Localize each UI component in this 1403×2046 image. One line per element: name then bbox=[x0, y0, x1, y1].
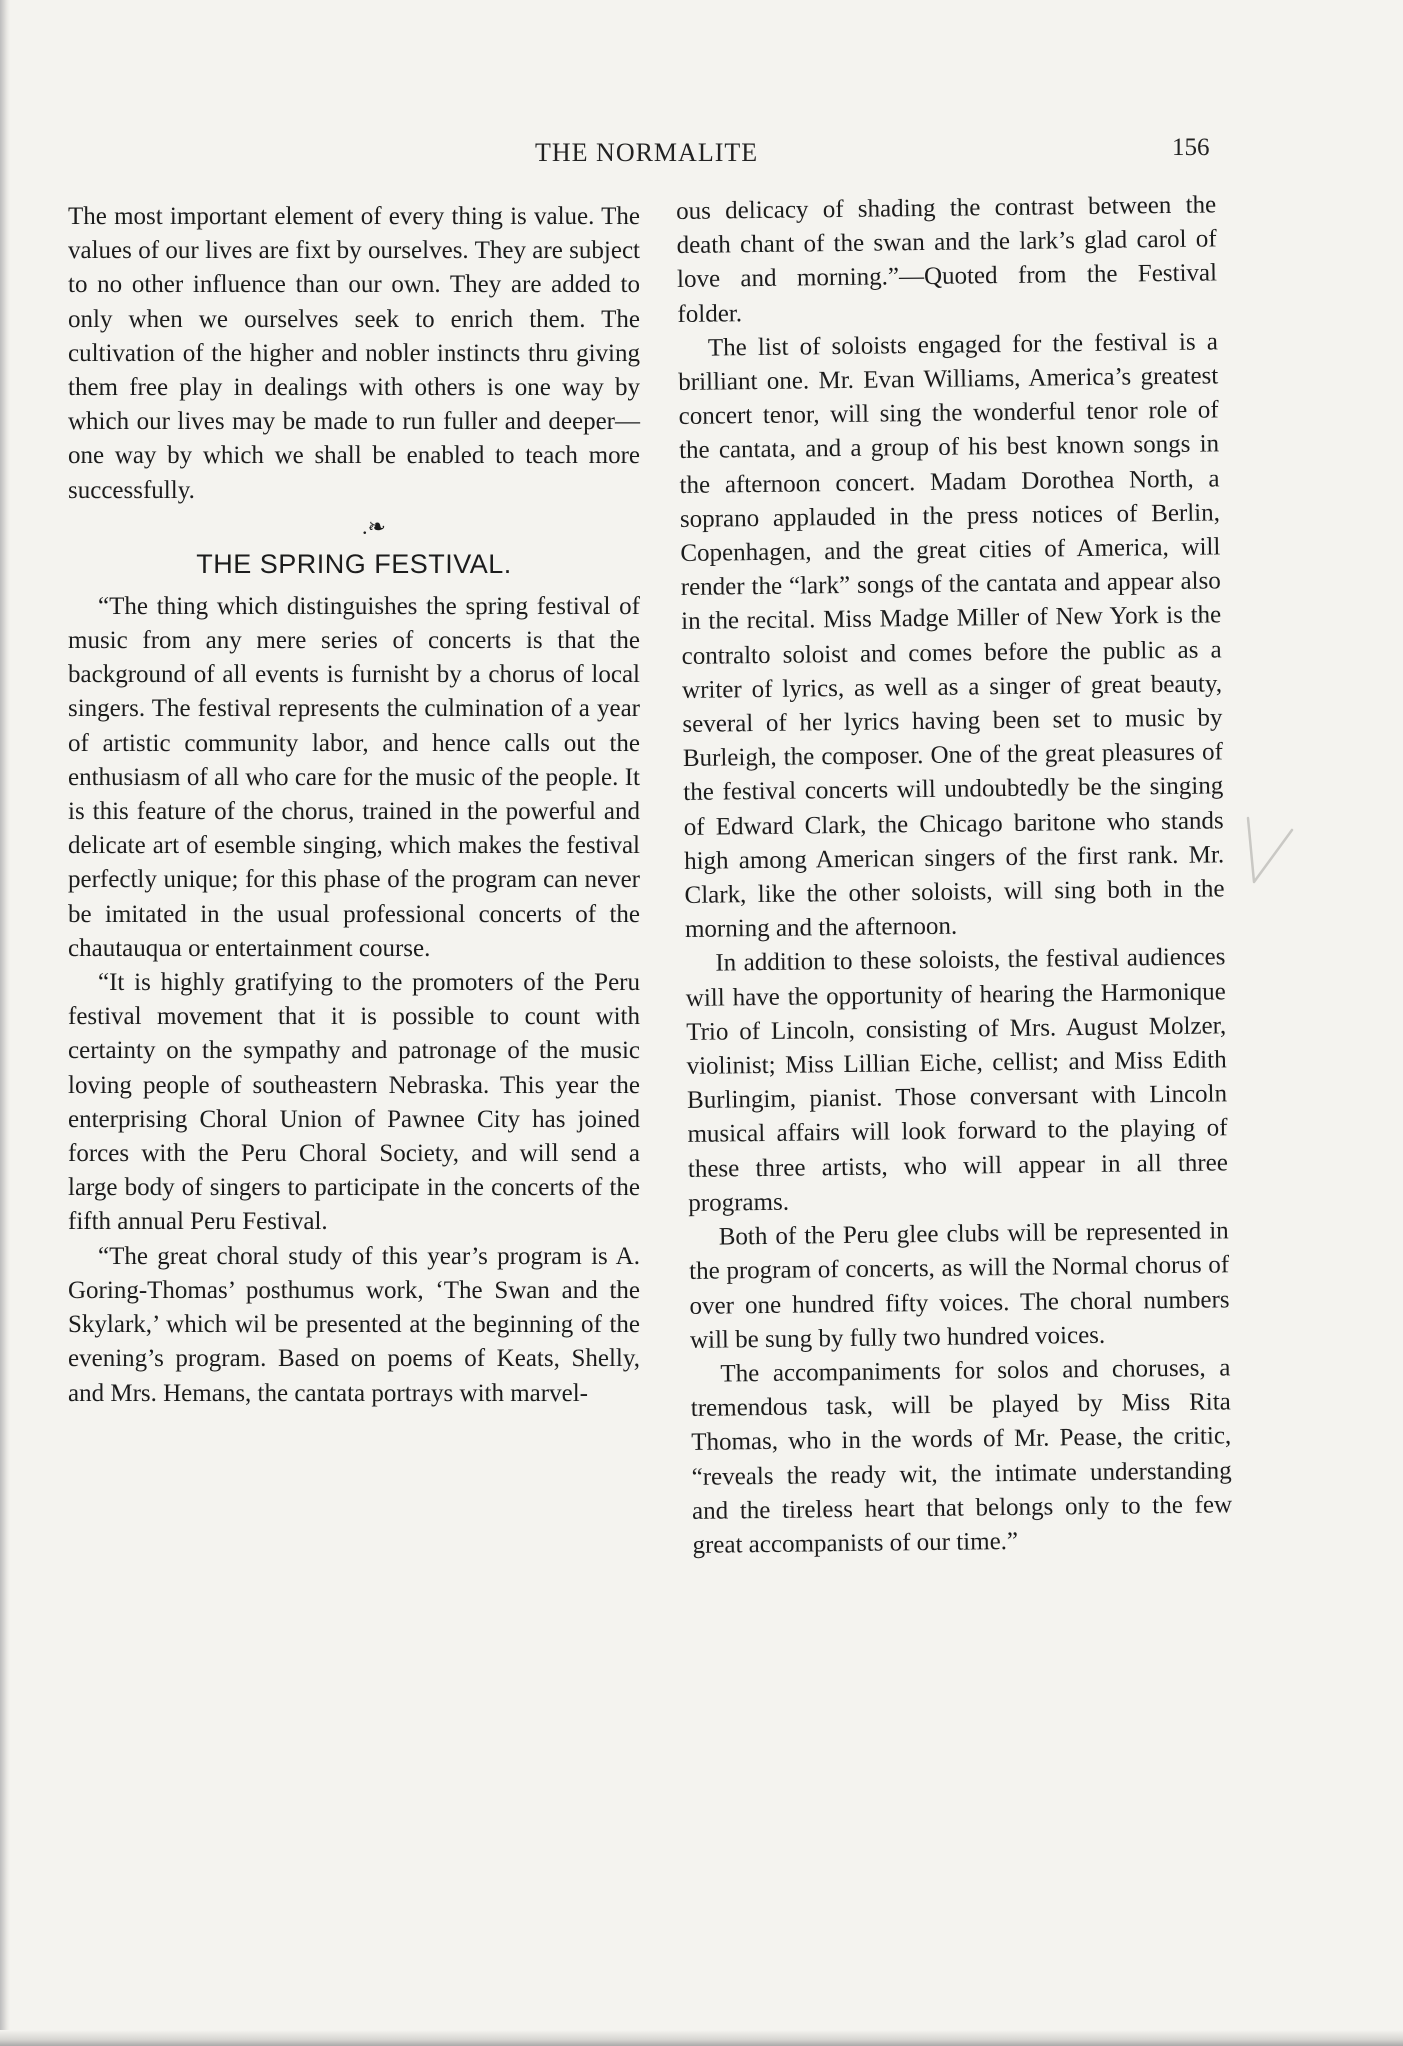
continued-paragraph: ous delicacy of shading the contrast between the death chant of the swan and the lark’s glad carol of love and morning.”—Quoted from the Festival folder. bbox=[676, 191, 1218, 328]
ornament-icon: .❧ bbox=[362, 513, 386, 539]
running-header bbox=[0, 134, 1403, 178]
article-paragraph: “The great choral study of this year’s program is A. Goring-Thomas’ posthumus work, ‘The Swan and the Skylark,’ which wil be presented at the beginning of the evening’s program. Based on poems of Keats, Shelly, and Mrs. Hemans, the cantata portrays with marvel- bbox=[68, 1242, 640, 1407]
pencil-check-mark-icon bbox=[1240, 812, 1300, 902]
section-title: THE SPRING FESTIVAL. bbox=[196, 548, 512, 579]
article-paragraph: “The thing which distinguishes the spring festival of music from any mere series of concerts is that the background of all events is furnisht by a chorus of local singers. The festival represents the culmination of a year of artistic community labor, and hence calls out the enthusiasm of all who care for the music of the people. It is this feature of the chorus, trained in the powerful and delicate art of esemble singing, which makes the festival perfectly unique; for this phase of the program can never be imitated in the usual professional concerts of the chautauqua or entertainment course. bbox=[68, 592, 640, 962]
article-paragraph: Both of the Peru glee clubs will be represented in the program of concerts, as will the Normal chorus of over one hundred fifty voices. The choral numbers will be sung by fully two hundred voices. bbox=[688, 1217, 1230, 1354]
intro-paragraph: The most important element of every thing is value. The values of our lives are fixt by ourselves. They are subject to no other influence than our own. They are added to only when we ourselves seek to enrich them. The cultivation of the higher and nobler instincts thru giving them free play in dealings with others is one way by which our lives may be made to run fuller and deeper—one way by which we shall be enabled to teach more successfully. bbox=[68, 203, 640, 504]
page-bottom-shadow bbox=[0, 2030, 1403, 2046]
right-column bbox=[676, 188, 1233, 1563]
article-paragraph: The list of soloists engaged for the festival is a brilliant one. Mr. Evan Williams, America’s greatest concert tenor, will sing the wonderful tenor role of the cantata, and a group of his best known songs in the afternoon concert. Madam Dorothea North, a soprano applauded in the press notices of Berlin, Copenhagen, and the great cities of America, will render the “lark” songs of the cantata and appear also in the recital. Miss Madge Miller of New York is the contralto soloist and comes before the public as a writer of lyrics, as well as a singer of great beauty, several of her lyrics having been set to music by Burleigh, the composer. One of the great pleasures of the festival concerts will undoubtedly be the singing of Edward Clark, the Chicago baritone who stands high among American singers of the first rank. Mr. Clark, like the other soloists, will sing both in the morning and the afternoon. bbox=[678, 328, 1225, 944]
publication-title: THE NORMALITE bbox=[535, 138, 759, 167]
article-paragraph: In addition to these soloists, the festival audiences will have the opportunity of hearing the Harmonique Trio of Lincoln, consisting of Mrs. August Molzer, violinist; Miss Lillian Eiche, cellist; and Miss Edith Burlingim, pianist. Those conversant with Lincoln musical affairs will look forward to the playing of these three artists, who will appear in all three programs. bbox=[685, 943, 1229, 1217]
page-number: 156 bbox=[1172, 134, 1210, 161]
article-paragraph: “It is highly gratifying to the promoters of the Peru festival movement that it is possible to count with certainty on the sympathy and patronage of the music loving people of southeastern Nebraska. This year the enterprising Choral Union of Pawnee City has joined forces with the Peru Choral Society, and will send a large body of singers to participate in the concerts of the fifth annual Peru Festival. bbox=[68, 969, 640, 1236]
page-left-shadow bbox=[0, 0, 10, 2046]
article-paragraph: The accompaniments for solos and choruses, a tremendous task, will be played by Miss Rita Thomas, who in the words of Mr. Pease, the critic, “reveals the ready wit, the intimate understanding and the tireless heart that belongs only to the few great accompanists of our time.” bbox=[690, 1354, 1233, 1559]
left-column bbox=[68, 200, 640, 1411]
